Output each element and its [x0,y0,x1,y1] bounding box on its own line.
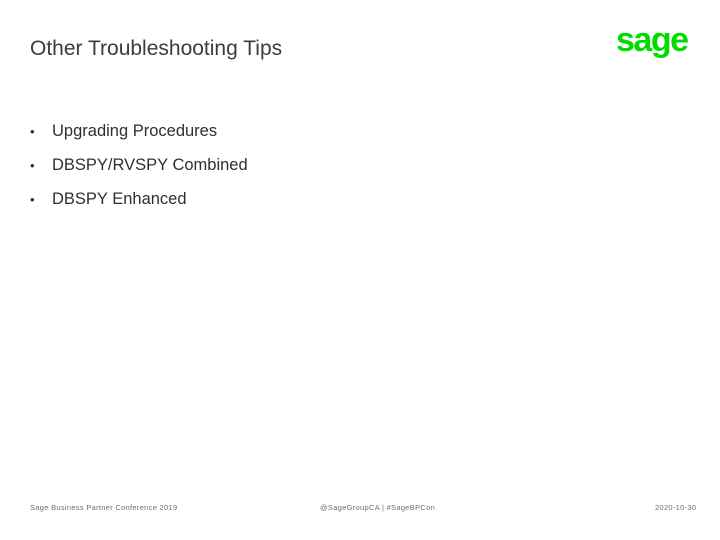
footer-date: 2020-10-30 [655,503,697,512]
sage-logo: sage [616,21,688,59]
bullet-marker: • [30,123,35,139]
bullet-text: DBSPY/RVSPY Combined [52,155,248,174]
slide-title: Other Troubleshooting Tips [30,37,283,60]
bullet-text: Upgrading Procedures [52,121,218,140]
bullet-item [30,153,248,177]
footer-conference-name: Sage Business Partner Conference 2019 [30,503,178,512]
bullet-item [30,119,248,143]
bullet-text: DBSPY Enhanced [52,189,187,208]
bullet-marker: • [30,191,35,207]
bullet-list [30,119,248,221]
footer-social-handles: @SageGroupCA | #SageBPCon [320,503,436,512]
bullet-marker: • [30,157,35,173]
bullet-item [30,187,248,211]
